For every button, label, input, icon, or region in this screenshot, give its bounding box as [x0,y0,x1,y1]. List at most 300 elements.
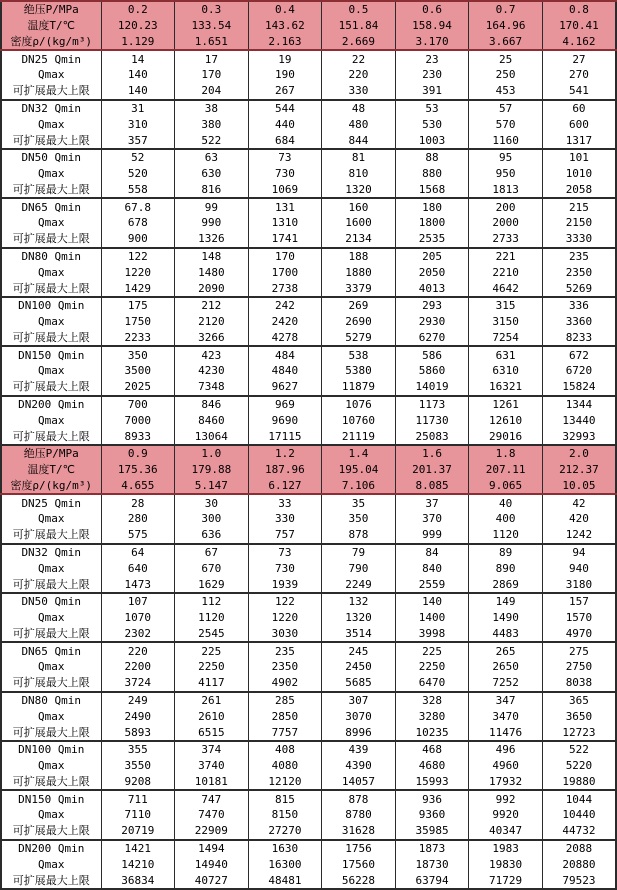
value-cell: 30 [175,494,249,511]
value-cell: 350 [101,346,175,363]
row-label-cell: DN25 Qmin [1,50,101,67]
value-cell: 20719 [101,823,175,840]
row-label-cell: 可扩展最大上限 [1,280,101,297]
table-row [1,576,616,593]
value-cell: 1076 [322,396,396,413]
value-cell: 94 [542,544,616,561]
value-cell: 32993 [542,428,616,445]
value-cell: 0.4 [248,1,322,18]
value-cell: 538 [322,346,396,363]
table-row [1,625,616,642]
value-cell: 936 [395,790,469,807]
value-cell: 1003 [395,132,469,149]
value-cell: 29016 [469,428,543,445]
value-cell: 1120 [469,527,543,544]
row-label-cell: 可扩展最大上限 [1,724,101,741]
value-cell: 101 [542,149,616,166]
value-cell: 99 [175,198,249,215]
value-cell: 2650 [469,659,543,675]
table-row [1,511,616,527]
row-label-cell: Qmax [1,856,101,872]
value-cell: 212 [175,297,249,314]
row-label-cell: 可扩展最大上限 [1,773,101,790]
value-cell: 170 [175,67,249,83]
table-row [1,428,616,445]
value-cell: 844 [322,132,396,149]
dn-row-group [1,248,616,297]
value-cell: 3550 [101,758,175,774]
value-cell: 439 [322,741,396,758]
value-cell: 2610 [175,708,249,724]
value-cell: 2545 [175,625,249,642]
value-cell: 245 [322,642,396,659]
value-cell: 1320 [322,182,396,199]
value-cell: 2850 [248,708,322,724]
value-cell: 2088 [542,840,616,857]
value-cell: 878 [322,790,396,807]
value-cell: 10760 [322,412,396,428]
value-cell: 3500 [101,363,175,379]
value-cell: 14 [101,50,175,67]
value-cell: 48481 [248,872,322,889]
value-cell: 640 [101,560,175,576]
value-cell: 2420 [248,314,322,330]
value-cell: 285 [248,692,322,709]
value-cell: 267 [248,83,322,100]
value-cell: 73 [248,544,322,561]
value-cell: 423 [175,346,249,363]
value-cell: 19830 [469,856,543,872]
value-cell: 270 [542,67,616,83]
value-cell: 11730 [395,412,469,428]
value-cell: 280 [101,511,175,527]
table-row [1,840,616,857]
value-cell: 520 [101,166,175,182]
table-row [1,314,616,330]
value-cell: 1473 [101,576,175,593]
value-cell: 544 [248,100,322,117]
value-cell: 73 [248,149,322,166]
value-cell: 4840 [248,363,322,379]
value-cell: 170 [248,248,322,265]
value-cell: 8780 [322,807,396,823]
value-cell: 6.127 [248,477,322,494]
table-row [1,18,616,34]
value-cell: 5860 [395,363,469,379]
value-cell: 2250 [175,659,249,675]
table-row [1,231,616,248]
table-row [1,132,616,149]
value-cell: 8996 [322,724,396,741]
value-cell: 56228 [322,872,396,889]
value-cell: 230 [395,67,469,83]
row-label-cell: DN32 Qmin [1,100,101,117]
value-cell: 8150 [248,807,322,823]
value-cell: 14019 [395,379,469,396]
value-cell: 1939 [248,576,322,593]
value-cell: 730 [248,560,322,576]
value-cell: 5685 [322,675,396,692]
value-cell: 40727 [175,872,249,889]
value-cell: 1756 [322,840,396,857]
table-row [1,297,616,314]
value-cell: 9360 [395,807,469,823]
value-cell: 4960 [469,758,543,774]
value-cell: 2200 [101,659,175,675]
dn-row-group [1,790,616,839]
row-label-cell: Qmax [1,314,101,330]
table-row [1,659,616,675]
value-cell: 4080 [248,758,322,774]
value-cell: 6470 [395,675,469,692]
value-cell: 107 [101,593,175,610]
value-cell: 1.2 [248,445,322,462]
value-cell: 0.2 [101,1,175,18]
value-cell: 1570 [542,610,616,626]
value-cell: 391 [395,83,469,100]
value-cell: 89 [469,544,543,561]
table-row [1,329,616,346]
value-cell: 3998 [395,625,469,642]
table-row [1,544,616,561]
table-row [1,494,616,511]
table-row [1,215,616,231]
value-cell: 188 [322,248,396,265]
value-cell: 225 [175,642,249,659]
value-cell: 0.9 [101,445,175,462]
value-cell: 453 [469,83,543,100]
value-cell: 17115 [248,428,322,445]
table-row [1,675,616,692]
value-cell: 200 [469,198,543,215]
value-cell: 1070 [101,610,175,626]
value-cell: 143.62 [248,18,322,34]
dn-row-group [1,494,616,543]
value-cell: 14210 [101,856,175,872]
value-cell: 21119 [322,428,396,445]
value-cell: 201.37 [395,462,469,478]
row-label-cell: Qmax [1,116,101,132]
value-cell: 1568 [395,182,469,199]
value-cell: 71729 [469,872,543,889]
value-cell: 2090 [175,280,249,297]
value-cell: 496 [469,741,543,758]
value-cell: 1741 [248,231,322,248]
value-cell: 3330 [542,231,616,248]
value-cell: 631 [469,346,543,363]
row-label-cell: Qmax [1,511,101,527]
value-cell: 3030 [248,625,322,642]
value-cell: 522 [175,132,249,149]
row-label-cell: DN100 Qmin [1,741,101,758]
row-label-cell: DN32 Qmin [1,544,101,561]
value-cell: 36834 [101,872,175,889]
value-cell: 7110 [101,807,175,823]
value-cell: 10440 [542,807,616,823]
table-row [1,724,616,741]
value-cell: 140 [101,83,175,100]
value-cell: 3379 [322,280,396,297]
value-cell: 350 [322,511,396,527]
row-label-cell: DN150 Qmin [1,346,101,363]
value-cell: 328 [395,692,469,709]
value-cell: 122 [101,248,175,265]
value-cell: 880 [395,166,469,182]
value-cell: 175.36 [101,462,175,478]
value-cell: 4902 [248,675,322,692]
value-cell: 148 [175,248,249,265]
value-cell: 131 [248,198,322,215]
value-cell: 9920 [469,807,543,823]
row-label-cell: 可扩展最大上限 [1,132,101,149]
value-cell: 17560 [322,856,396,872]
value-cell: 1873 [395,840,469,857]
value-cell: 0.7 [469,1,543,18]
value-cell: 2.0 [542,445,616,462]
row-label-cell: Qmax [1,363,101,379]
value-cell: 293 [395,297,469,314]
value-cell: 2025 [101,379,175,396]
row-label-cell: 可扩展最大上限 [1,823,101,840]
value-cell: 52 [101,149,175,166]
row-label-cell: Qmax [1,215,101,231]
row-label-cell: Qmax [1,708,101,724]
value-cell: 1160 [469,132,543,149]
value-cell: 2690 [322,314,396,330]
dn-row-group [1,198,616,247]
value-cell: 3280 [395,708,469,724]
value-cell: 6515 [175,724,249,741]
table-row [1,396,616,413]
row-label-cell: Qmax [1,166,101,182]
value-cell: 48 [322,100,396,117]
value-cell: 4970 [542,625,616,642]
value-cell: 13440 [542,412,616,428]
row-label-cell: 可扩展最大上限 [1,329,101,346]
value-cell: 522 [542,741,616,758]
section-header-group [1,1,616,50]
dn-row-group [1,149,616,198]
row-label-cell: 可扩展最大上限 [1,576,101,593]
table-row [1,280,616,297]
value-cell: 2058 [542,182,616,199]
table-row [1,116,616,132]
value-cell: 9.065 [469,477,543,494]
value-cell: 16321 [469,379,543,396]
value-cell: 3740 [175,758,249,774]
value-cell: 747 [175,790,249,807]
row-label-cell: Qmax [1,807,101,823]
value-cell: 365 [542,692,616,709]
value-cell: 700 [101,396,175,413]
value-cell: 27 [542,50,616,67]
value-cell: 179.88 [175,462,249,478]
value-cell: 0.6 [395,1,469,18]
value-cell: 220 [322,67,396,83]
value-cell: 2869 [469,576,543,593]
value-cell: 215 [542,198,616,215]
value-cell: 160 [322,198,396,215]
value-cell: 31 [101,100,175,117]
value-cell: 530 [395,116,469,132]
value-cell: 355 [101,741,175,758]
value-cell: 330 [248,511,322,527]
row-label-cell: 可扩展最大上限 [1,379,101,396]
table-row [1,248,616,265]
value-cell: 1.6 [395,445,469,462]
table-row [1,182,616,199]
row-label-cell: DN150 Qmin [1,790,101,807]
value-cell: 35 [322,494,396,511]
value-cell: 5.147 [175,477,249,494]
table-row [1,346,616,363]
value-cell: 730 [248,166,322,182]
dn-row-group [1,840,616,889]
value-cell: 63794 [395,872,469,889]
table-row [1,363,616,379]
value-cell: 4642 [469,280,543,297]
row-label-cell: Qmax [1,560,101,576]
value-cell: 370 [395,511,469,527]
table-row [1,264,616,280]
value-cell: 636 [175,527,249,544]
row-label-cell: Qmax [1,659,101,675]
row-label-cell: DN200 Qmin [1,840,101,857]
row-label-cell: DN200 Qmin [1,396,101,413]
value-cell: 22909 [175,823,249,840]
value-cell: 205 [395,248,469,265]
value-cell: 140 [101,67,175,83]
value-cell: 37 [395,494,469,511]
value-cell: 44732 [542,823,616,840]
value-cell: 1813 [469,182,543,199]
value-cell: 1220 [248,610,322,626]
value-cell: 11879 [322,379,396,396]
value-cell: 1310 [248,215,322,231]
value-cell: 4.162 [542,34,616,51]
value-cell: 164.96 [469,18,543,34]
value-cell: 2750 [542,659,616,675]
value-cell: 204 [175,83,249,100]
dn-row-group [1,396,616,445]
value-cell: 9208 [101,773,175,790]
value-cell: 815 [248,790,322,807]
row-label-cell: 可扩展最大上限 [1,428,101,445]
value-cell: 380 [175,116,249,132]
value-cell: 1.0 [175,445,249,462]
value-cell: 2150 [542,215,616,231]
value-cell: 14940 [175,856,249,872]
value-cell: 2.163 [248,34,322,51]
value-cell: 1880 [322,264,396,280]
value-cell: 307 [322,692,396,709]
row-label-cell: 可扩展最大上限 [1,231,101,248]
table-row [1,560,616,576]
row-label-cell: 绝压P/MPa [1,1,101,18]
value-cell: 3070 [322,708,396,724]
dn-row-group [1,100,616,149]
value-cell: 7470 [175,807,249,823]
value-cell: 1120 [175,610,249,626]
row-label-cell: DN80 Qmin [1,692,101,709]
value-cell: 480 [322,116,396,132]
table-row [1,412,616,428]
value-cell: 4390 [322,758,396,774]
value-cell: 1800 [395,215,469,231]
row-label-cell: 可扩展最大上限 [1,872,101,889]
value-cell: 0.5 [322,1,396,18]
row-label-cell: DN50 Qmin [1,149,101,166]
value-cell: 9690 [248,412,322,428]
value-cell: 249 [101,692,175,709]
value-cell: 67.8 [101,198,175,215]
value-cell: 35985 [395,823,469,840]
value-cell: 541 [542,83,616,100]
row-label-cell: 温度T/℃ [1,18,101,34]
row-label-cell: 绝压P/MPa [1,445,101,462]
value-cell: 38 [175,100,249,117]
value-cell: 17 [175,50,249,67]
row-label-cell: Qmax [1,758,101,774]
dn-row-group [1,593,616,642]
value-cell: 1.4 [322,445,396,462]
value-cell: 1400 [395,610,469,626]
value-cell: 12610 [469,412,543,428]
value-cell: 1044 [542,790,616,807]
value-cell: 558 [101,182,175,199]
value-cell: 33 [248,494,322,511]
value-cell: 992 [469,790,543,807]
value-cell: 5269 [542,280,616,297]
value-cell: 1320 [322,610,396,626]
value-cell: 7.106 [322,477,396,494]
value-cell: 2490 [101,708,175,724]
value-cell: 5279 [322,329,396,346]
value-cell: 0.3 [175,1,249,18]
value-cell: 265 [469,642,543,659]
value-cell: 3150 [469,314,543,330]
value-cell: 1242 [542,527,616,544]
value-cell: 1326 [175,231,249,248]
row-label-cell: DN80 Qmin [1,248,101,265]
value-cell: 0.8 [542,1,616,18]
value-cell: 175 [101,297,175,314]
value-cell: 212.37 [542,462,616,478]
value-cell: 1629 [175,576,249,593]
value-cell: 816 [175,182,249,199]
value-cell: 315 [469,297,543,314]
value-cell: 79 [322,544,396,561]
value-cell: 261 [175,692,249,709]
value-cell: 2350 [542,264,616,280]
table-row [1,67,616,83]
value-cell: 570 [469,116,543,132]
value-cell: 1480 [175,264,249,280]
value-cell: 347 [469,692,543,709]
value-cell: 420 [542,511,616,527]
value-cell: 1173 [395,396,469,413]
value-cell: 10.05 [542,477,616,494]
value-cell: 190 [248,67,322,83]
row-label-cell: DN25 Qmin [1,494,101,511]
value-cell: 64 [101,544,175,561]
value-cell: 890 [469,560,543,576]
row-label-cell: DN50 Qmin [1,593,101,610]
value-cell: 374 [175,741,249,758]
value-cell: 235 [542,248,616,265]
value-cell: 4680 [395,758,469,774]
value-cell: 1490 [469,610,543,626]
